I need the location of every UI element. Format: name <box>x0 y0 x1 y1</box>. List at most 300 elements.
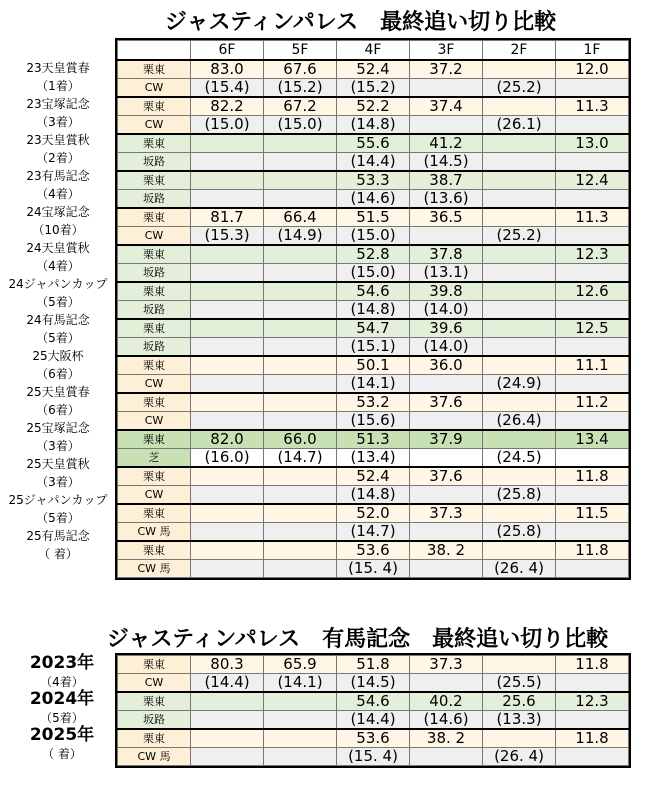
lap-cell <box>410 486 483 505</box>
course-cell: 坂路 <box>118 153 191 172</box>
time-cell <box>483 319 556 338</box>
course-cell: CW 馬 <box>118 523 191 542</box>
lap-cell <box>264 748 337 766</box>
lap-cell: (15.4) <box>191 79 264 98</box>
time-cell <box>483 97 556 116</box>
course-cell: CW <box>118 79 191 98</box>
time-cell <box>483 729 556 748</box>
time-cell: 37.6 <box>410 467 483 486</box>
time-cell: 41.2 <box>410 134 483 153</box>
time-cell: 53.6 <box>337 541 410 560</box>
lap-cell <box>410 523 483 542</box>
course-cell: CW <box>118 674 191 693</box>
lap-cell <box>191 338 264 357</box>
time-cell <box>264 729 337 748</box>
data-row-top <box>118 356 629 375</box>
time-cell: 37.2 <box>410 60 483 79</box>
course-cell: 栗東 <box>118 171 191 190</box>
time-cell: 83.0 <box>191 60 264 79</box>
race-name: 24宝塚記念 <box>26 205 90 219</box>
lap-cell <box>191 486 264 505</box>
time-cell: 82.0 <box>191 430 264 449</box>
course-cell: CW 馬 <box>118 748 191 766</box>
time-cell <box>483 467 556 486</box>
time-cell: 13.4 <box>556 430 629 449</box>
course-cell: 栗東 <box>118 393 191 412</box>
time-cell: 37.3 <box>410 504 483 523</box>
lap-cell <box>264 153 337 172</box>
arima-table <box>117 655 629 766</box>
race-name: 24ジャパンカップ <box>8 277 108 291</box>
time-cell: 53.2 <box>337 393 410 412</box>
lap-cell: (13.1) <box>410 264 483 283</box>
time-cell: 12.0 <box>556 60 629 79</box>
data-row-top <box>118 60 629 79</box>
race-name: 23天皇賞春 <box>26 61 90 75</box>
lap-cell: (13.4) <box>337 449 410 468</box>
time-cell <box>483 208 556 227</box>
time-cell: 67.6 <box>264 60 337 79</box>
time-cell: 67.2 <box>264 97 337 116</box>
lap-cell <box>556 190 629 209</box>
finish-position: （5着） <box>36 331 80 345</box>
time-cell: 52.0 <box>337 504 410 523</box>
lap-cell: (15.2) <box>337 79 410 98</box>
race-name: 25有馬記念 <box>26 529 90 543</box>
lap-cell <box>191 301 264 320</box>
time-cell: 54.6 <box>337 282 410 301</box>
course-cell: 栗東 <box>118 541 191 560</box>
lap-cell <box>191 711 264 730</box>
lap-cell: (13.6) <box>410 190 483 209</box>
finish-position: （ 着） <box>42 747 82 761</box>
finish-position: （10着） <box>32 223 84 237</box>
lap-cell: (14.4) <box>337 711 410 730</box>
time-cell: 38.7 <box>410 171 483 190</box>
column-header <box>118 41 191 61</box>
time-cell: 51.5 <box>337 208 410 227</box>
lap-cell: (14.8) <box>337 116 410 135</box>
time-cell: 66.4 <box>264 208 337 227</box>
lap-cell: (26.4) <box>483 412 556 431</box>
course-cell: 栗東 <box>118 97 191 116</box>
year-label: 2023年 <box>29 653 95 673</box>
time-cell: 37.9 <box>410 430 483 449</box>
header-row <box>118 41 629 61</box>
race-name: 25天皇賞秋 <box>26 457 90 471</box>
course-cell: 栗東 <box>118 692 191 711</box>
data-row-top <box>118 504 629 523</box>
lap-cell: (14.4) <box>337 153 410 172</box>
lap-cell <box>556 264 629 283</box>
time-cell <box>264 134 337 153</box>
time-cell: 51.3 <box>337 430 410 449</box>
course-cell: 坂路 <box>118 338 191 357</box>
time-cell: 38. 2 <box>410 729 483 748</box>
finish-position: （4着） <box>36 259 80 273</box>
time-cell <box>483 430 556 449</box>
lap-cell: (14.9) <box>264 227 337 246</box>
course-cell: 栗東 <box>118 245 191 264</box>
lap-cell: (15.3) <box>191 227 264 246</box>
data-row-top <box>118 97 629 116</box>
data-row-bottom <box>118 116 629 135</box>
lap-cell <box>556 674 629 693</box>
lap-cell: (26. 4) <box>483 560 556 578</box>
time-cell <box>191 134 264 153</box>
time-cell: 82.2 <box>191 97 264 116</box>
time-cell: 40.2 <box>410 692 483 711</box>
time-cell <box>191 319 264 338</box>
time-cell: 11.3 <box>556 97 629 116</box>
time-cell: 37.4 <box>410 97 483 116</box>
time-cell: 39.6 <box>410 319 483 338</box>
finish-position: （3着） <box>36 115 80 129</box>
course-cell: 栗東 <box>118 60 191 79</box>
data-row-bottom <box>118 301 629 320</box>
race-name: 25天皇賞春 <box>26 385 90 399</box>
lap-cell: (15.0) <box>191 116 264 135</box>
data-row-bottom <box>118 338 629 357</box>
workout-table <box>117 40 629 578</box>
lap-cell: (15.2) <box>264 79 337 98</box>
data-row-bottom <box>118 153 629 172</box>
lap-cell <box>264 412 337 431</box>
lap-cell: (14.0) <box>410 301 483 320</box>
lap-cell <box>410 412 483 431</box>
lap-cell <box>483 301 556 320</box>
time-cell <box>191 171 264 190</box>
course-cell: 栗東 <box>118 134 191 153</box>
time-cell <box>483 393 556 412</box>
data-row-top <box>118 430 629 449</box>
time-cell: 52.4 <box>337 60 410 79</box>
data-row-top <box>118 692 629 711</box>
column-header: 6F <box>191 41 264 61</box>
data-row-bottom <box>118 227 629 246</box>
race-name: 24天皇賞秋 <box>26 241 90 255</box>
data-row-bottom <box>118 375 629 394</box>
time-cell <box>264 356 337 375</box>
lap-cell <box>556 338 629 357</box>
time-cell: 12.4 <box>556 171 629 190</box>
time-cell: 11.8 <box>556 467 629 486</box>
lap-cell <box>264 264 337 283</box>
data-row-bottom <box>118 748 629 766</box>
data-row-bottom <box>118 711 629 730</box>
lap-cell: (16.0) <box>191 449 264 468</box>
time-cell: 52.8 <box>337 245 410 264</box>
lap-cell <box>556 227 629 246</box>
time-cell: 12.5 <box>556 319 629 338</box>
finish-position: （6着） <box>36 403 80 417</box>
lap-cell <box>191 412 264 431</box>
course-cell: 栗東 <box>118 467 191 486</box>
time-cell: 81.7 <box>191 208 264 227</box>
time-cell: 36.0 <box>410 356 483 375</box>
finish-position: （5着） <box>36 295 80 309</box>
lap-cell <box>556 449 629 468</box>
lap-cell <box>191 190 264 209</box>
year-label: 2025年 <box>29 725 95 745</box>
lap-cell <box>191 264 264 283</box>
data-row-bottom <box>118 190 629 209</box>
lap-cell: (15.0) <box>264 116 337 135</box>
lap-cell <box>264 523 337 542</box>
lap-cell <box>410 449 483 468</box>
time-cell: 39.8 <box>410 282 483 301</box>
lap-cell: (14.7) <box>337 523 410 542</box>
data-row-top <box>118 467 629 486</box>
lap-cell <box>483 264 556 283</box>
course-cell: CW <box>118 486 191 505</box>
lap-cell: (14.5) <box>337 674 410 693</box>
course-cell: 栗東 <box>118 729 191 748</box>
time-cell <box>191 245 264 264</box>
time-cell: 54.7 <box>337 319 410 338</box>
lap-cell: (15.0) <box>337 227 410 246</box>
course-cell: 栗東 <box>118 504 191 523</box>
course-cell: 坂路 <box>118 190 191 209</box>
lap-cell <box>264 338 337 357</box>
lap-cell: (13.3) <box>483 711 556 730</box>
data-row-top <box>118 319 629 338</box>
lap-cell: (24.5) <box>483 449 556 468</box>
data-row-top <box>118 208 629 227</box>
race-name: 25ジャパンカップ <box>8 493 108 507</box>
time-cell <box>264 692 337 711</box>
lap-cell: (15.0) <box>337 264 410 283</box>
time-cell: 11.5 <box>556 504 629 523</box>
race-name: 23天皇賞秋 <box>26 133 90 147</box>
lap-cell <box>191 153 264 172</box>
course-cell: 栗東 <box>118 282 191 301</box>
time-cell: 52.4 <box>337 467 410 486</box>
time-cell: 11.8 <box>556 541 629 560</box>
finish-position: （5着） <box>40 711 84 725</box>
time-cell: 37.3 <box>410 656 483 674</box>
lap-cell <box>264 375 337 394</box>
time-cell: 11.8 <box>556 656 629 674</box>
lap-cell: (14.5) <box>410 153 483 172</box>
time-cell: 11.8 <box>556 729 629 748</box>
time-cell <box>264 171 337 190</box>
column-header: 4F <box>337 41 410 61</box>
course-cell: 坂路 <box>118 301 191 320</box>
time-cell <box>264 319 337 338</box>
lap-cell <box>191 560 264 578</box>
time-cell <box>264 541 337 560</box>
time-cell <box>191 282 264 301</box>
lap-cell: (26. 4) <box>483 748 556 766</box>
data-row-top <box>118 729 629 748</box>
time-cell: 53.3 <box>337 171 410 190</box>
data-row-top <box>118 541 629 560</box>
column-header: 1F <box>556 41 629 61</box>
data-row-top <box>118 282 629 301</box>
course-cell: 栗東 <box>118 656 191 674</box>
lap-cell: (14.8) <box>337 486 410 505</box>
time-cell <box>264 504 337 523</box>
lap-cell: (25.5) <box>483 674 556 693</box>
course-cell: 栗東 <box>118 356 191 375</box>
lap-cell <box>191 375 264 394</box>
time-cell <box>191 504 264 523</box>
data-row-bottom <box>118 79 629 98</box>
lap-cell <box>264 190 337 209</box>
data-row-bottom <box>118 523 629 542</box>
lap-cell: (14.1) <box>337 375 410 394</box>
lap-cell: (15.6) <box>337 412 410 431</box>
time-cell: 11.2 <box>556 393 629 412</box>
time-cell: 12.3 <box>556 245 629 264</box>
data-row-bottom <box>118 674 629 693</box>
time-cell: 12.6 <box>556 282 629 301</box>
time-cell: 25.6 <box>483 692 556 711</box>
lap-cell: (14.0) <box>410 338 483 357</box>
year-label: 2024年 <box>29 689 95 709</box>
lap-cell: (14.7) <box>264 449 337 468</box>
lap-cell: (25.2) <box>483 227 556 246</box>
course-cell: CW <box>118 227 191 246</box>
data-row-bottom <box>118 560 629 578</box>
lap-cell: (26.1) <box>483 116 556 135</box>
lap-cell <box>410 748 483 766</box>
lap-cell <box>556 375 629 394</box>
lap-cell <box>483 153 556 172</box>
course-cell: 栗東 <box>118 430 191 449</box>
finish-position: （4着） <box>36 187 80 201</box>
time-cell <box>483 245 556 264</box>
course-cell: CW <box>118 375 191 394</box>
time-cell <box>264 393 337 412</box>
course-cell: CW 馬 <box>118 560 191 578</box>
time-cell: 37.6 <box>410 393 483 412</box>
lap-cell: (14.4) <box>191 674 264 693</box>
data-row-bottom <box>118 486 629 505</box>
lap-cell <box>264 486 337 505</box>
lap-cell: (14.6) <box>410 711 483 730</box>
lap-cell <box>556 79 629 98</box>
lap-cell <box>483 190 556 209</box>
time-cell: 37.8 <box>410 245 483 264</box>
lap-cell: (25.8) <box>483 486 556 505</box>
data-row-top <box>118 245 629 264</box>
lap-cell: (14.6) <box>337 190 410 209</box>
time-cell: 50.1 <box>337 356 410 375</box>
column-header: 5F <box>264 41 337 61</box>
lap-cell <box>556 486 629 505</box>
time-cell <box>264 467 337 486</box>
data-row-top <box>118 656 629 674</box>
data-row-top <box>118 171 629 190</box>
time-cell: 38. 2 <box>410 541 483 560</box>
lap-cell <box>556 412 629 431</box>
time-cell: 13.0 <box>556 134 629 153</box>
lap-cell <box>483 338 556 357</box>
time-cell <box>483 282 556 301</box>
lap-cell <box>410 116 483 135</box>
time-cell <box>483 134 556 153</box>
lap-cell: (25.8) <box>483 523 556 542</box>
race-name: 23宝塚記念 <box>26 97 90 111</box>
data-row-bottom <box>118 264 629 283</box>
time-cell: 80.3 <box>191 656 264 674</box>
race-name: 24有馬記念 <box>26 313 90 327</box>
time-cell <box>191 356 264 375</box>
finish-position: （3着） <box>36 475 80 489</box>
time-cell: 12.3 <box>556 692 629 711</box>
lap-cell: (15. 4) <box>337 560 410 578</box>
finish-position: （2着） <box>36 151 80 165</box>
lap-cell <box>264 711 337 730</box>
lap-cell <box>556 153 629 172</box>
data-row-top <box>118 134 629 153</box>
data-row-bottom <box>118 449 629 468</box>
time-cell <box>191 467 264 486</box>
lap-cell <box>410 227 483 246</box>
race-name: 23有馬記念 <box>26 169 90 183</box>
time-cell: 53.6 <box>337 729 410 748</box>
time-cell: 52.2 <box>337 97 410 116</box>
time-cell <box>191 729 264 748</box>
time-cell: 66.0 <box>264 430 337 449</box>
finish-position: （4着） <box>40 675 84 689</box>
column-header: 2F <box>483 41 556 61</box>
finish-position: （1着） <box>36 79 80 93</box>
time-cell <box>191 393 264 412</box>
time-cell <box>483 171 556 190</box>
course-cell: 坂路 <box>118 711 191 730</box>
lap-cell <box>410 375 483 394</box>
lap-cell <box>556 711 629 730</box>
time-cell: 11.1 <box>556 356 629 375</box>
time-cell <box>483 656 556 674</box>
time-cell <box>483 541 556 560</box>
course-cell: 坂路 <box>118 264 191 283</box>
time-cell: 36.5 <box>410 208 483 227</box>
lap-cell <box>556 523 629 542</box>
finish-position: （6着） <box>36 367 80 381</box>
lap-cell <box>410 79 483 98</box>
lap-cell: (25.2) <box>483 79 556 98</box>
time-cell: 11.3 <box>556 208 629 227</box>
lap-cell: (14.8) <box>337 301 410 320</box>
lap-cell: (24.9) <box>483 375 556 394</box>
time-cell <box>264 282 337 301</box>
finish-position: （ 着） <box>38 547 78 561</box>
course-cell: 栗東 <box>118 208 191 227</box>
time-cell <box>483 504 556 523</box>
time-cell: 51.8 <box>337 656 410 674</box>
race-name: 25大阪杯 <box>32 349 84 363</box>
time-cell <box>264 245 337 264</box>
lap-cell <box>556 116 629 135</box>
finish-position: （5着） <box>36 511 80 525</box>
time-cell <box>191 541 264 560</box>
lap-cell <box>410 674 483 693</box>
lap-cell <box>556 301 629 320</box>
course-cell: 芝 <box>118 449 191 468</box>
lap-cell <box>191 523 264 542</box>
time-cell: 65.9 <box>264 656 337 674</box>
page-title: ジャスティンパレス 最終追い切り比較 <box>164 10 557 35</box>
lap-cell <box>191 748 264 766</box>
time-cell: 55.6 <box>337 134 410 153</box>
lap-cell <box>264 301 337 320</box>
course-cell: CW <box>118 116 191 135</box>
lap-cell <box>264 560 337 578</box>
